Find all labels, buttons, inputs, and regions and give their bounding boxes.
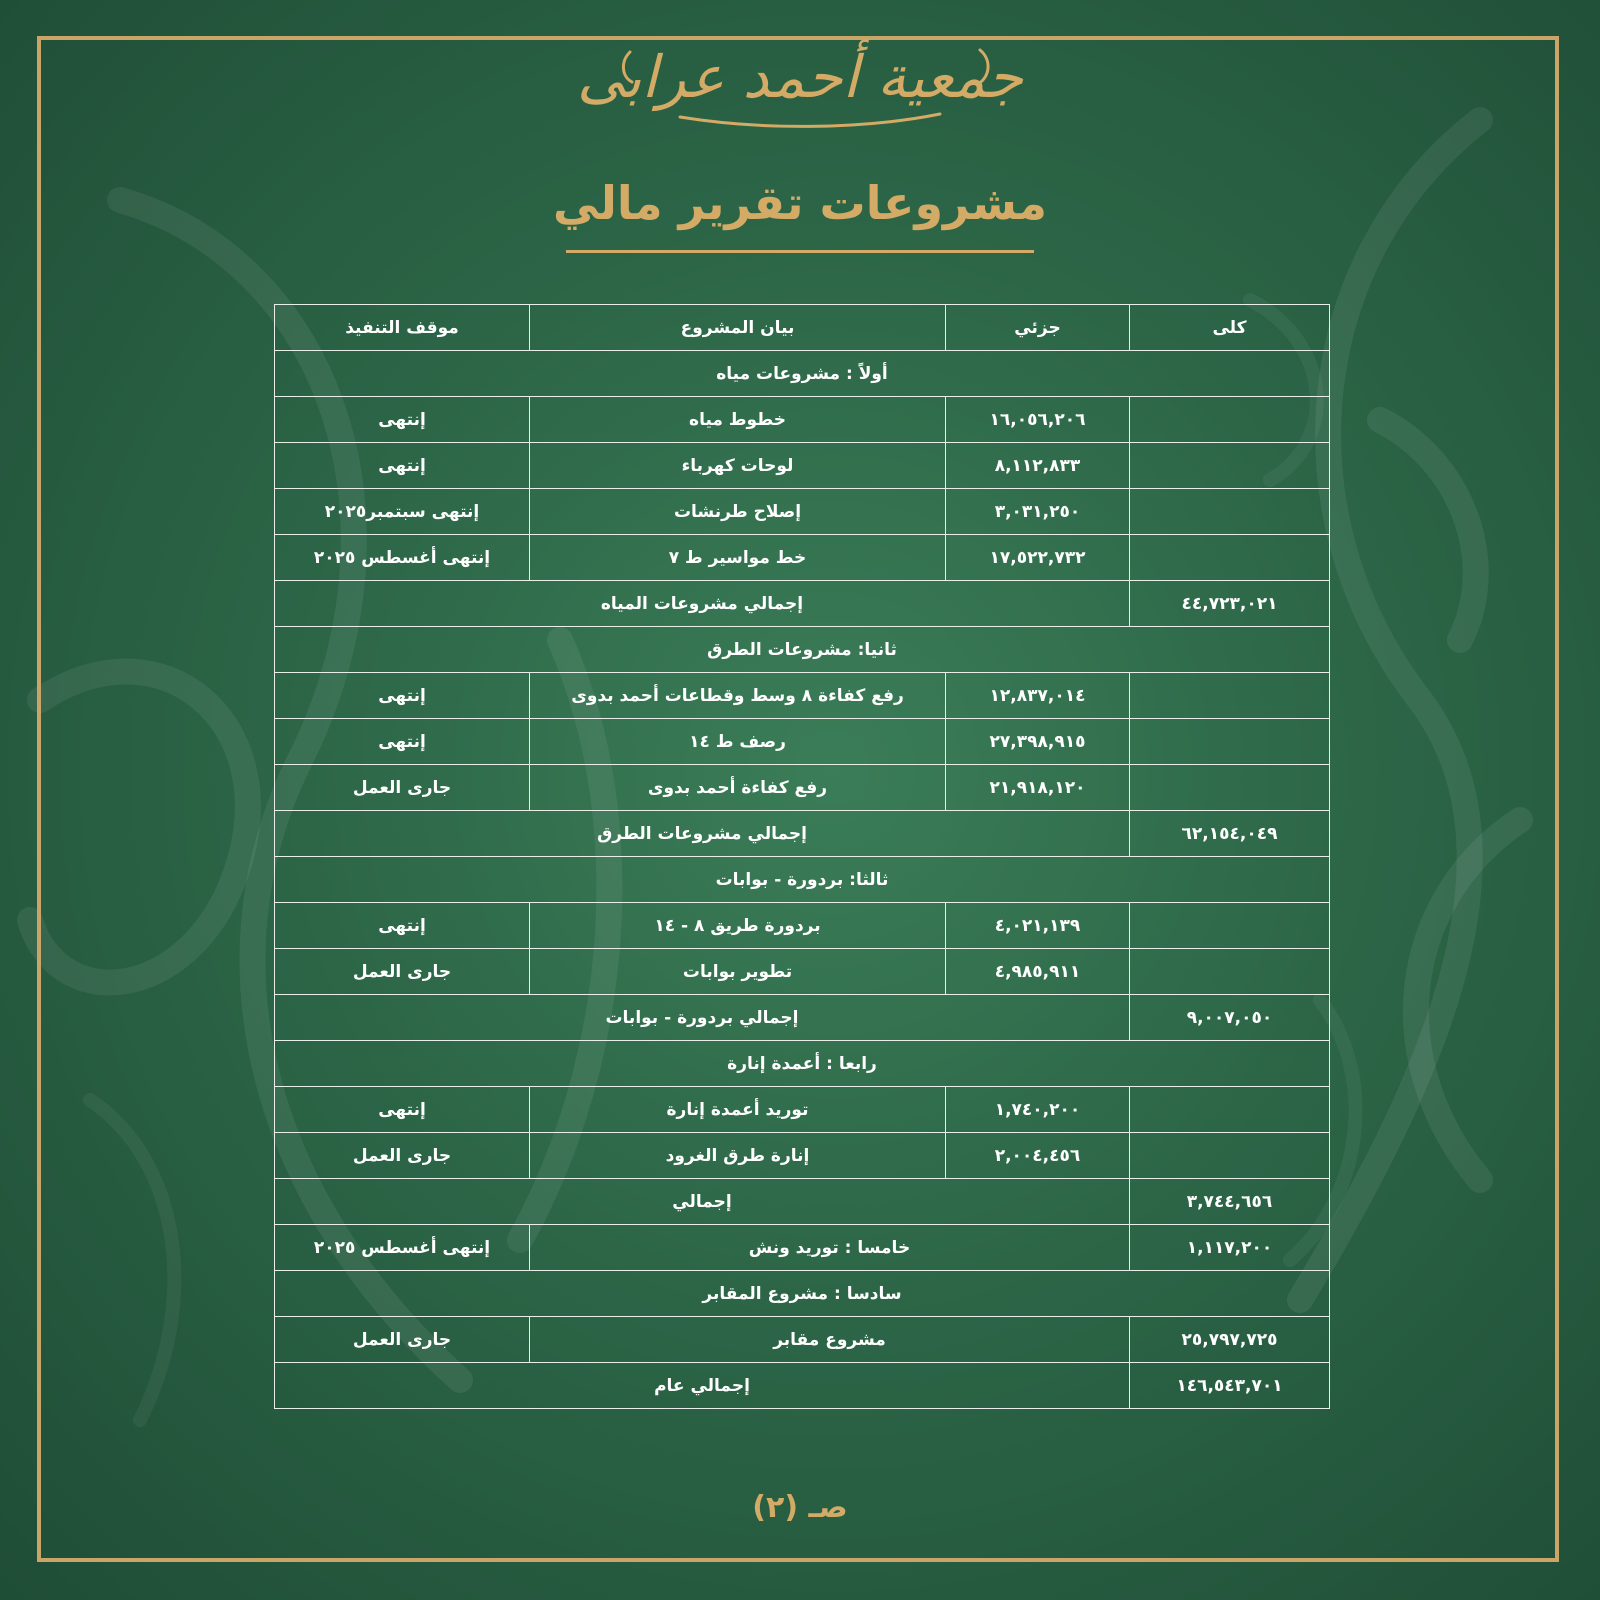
table-row (275, 535, 1330, 581)
kolli-cell-empty (1130, 903, 1330, 949)
section-heading: ثانيا: مشروعات الطرق (275, 627, 1330, 673)
association-logo (560, 22, 1040, 132)
project-description: إنارة طرق الغرود (530, 1133, 946, 1179)
table-row (275, 673, 1330, 719)
juzi-value: ١,٧٤٠,٢٠٠ (946, 1087, 1130, 1133)
section-total-row (275, 995, 1330, 1041)
page-title: مشروعات تقرير مالي (553, 176, 1047, 230)
kolli-cell-empty (1130, 535, 1330, 581)
header-juzi: جزئي (946, 305, 1130, 351)
execution-status: جارى العمل (275, 1317, 530, 1363)
table-row (275, 949, 1330, 995)
section-total-value: ٩,٠٠٧,٠٥٠ (1130, 995, 1330, 1041)
project-description: مشروع مقابر (530, 1317, 1130, 1363)
execution-status: جارى العمل (275, 765, 530, 811)
project-description: رفع كفاءة أحمد بدوى (530, 765, 946, 811)
execution-status: إنتهى (275, 719, 530, 765)
section-heading: سادسا : مشروع المقابر (275, 1271, 1330, 1317)
execution-status: إنتهى (275, 397, 530, 443)
header-kolli: كلى (1130, 305, 1330, 351)
section-heading-row (275, 351, 1330, 397)
project-description: لوحات كهرباء (530, 443, 946, 489)
execution-status: إنتهى (275, 673, 530, 719)
execution-status: جارى العمل (275, 1133, 530, 1179)
juzi-value: ٤,٩٨٥,٩١١ (946, 949, 1130, 995)
logo-calligraphy-text: جمعية أحمد عرابى (577, 43, 1023, 111)
execution-status: إنتهى (275, 443, 530, 489)
section-total-value: ٣,٧٤٤,٦٥٦ (1130, 1179, 1330, 1225)
table-row (275, 489, 1330, 535)
table-header-row (275, 305, 1330, 351)
project-description: خط مواسير ط ٧ (530, 535, 946, 581)
header-bayan: بيان المشروع (530, 305, 946, 351)
kolli-cell-empty (1130, 1087, 1330, 1133)
grand-total-label: إجمالي عام (275, 1363, 1130, 1409)
table-row (275, 719, 1330, 765)
kolli-cell-empty (1130, 489, 1330, 535)
grand-total-row (275, 1363, 1330, 1409)
title-underline (566, 250, 1034, 253)
execution-status: إنتهى (275, 903, 530, 949)
juzi-value: ٣,٠٣١,٢٥٠ (946, 489, 1130, 535)
kolli-cell-empty (1130, 765, 1330, 811)
section-total-label: إجمالي بردورة - بوابات (275, 995, 1130, 1041)
juzi-value: ٢١,٩١٨,١٢٠ (946, 765, 1130, 811)
kolli-value: ٢٥,٧٩٧,٧٢٥ (1130, 1317, 1330, 1363)
execution-status: إنتهى أغسطس ٢٠٢٥ (275, 535, 530, 581)
financial-report-table (274, 304, 1330, 1409)
execution-status: جارى العمل (275, 949, 530, 995)
section-total-row (275, 581, 1330, 627)
table-row (275, 1133, 1330, 1179)
grand-total-value: ١٤٦,٥٤٣,٧٠١ (1130, 1363, 1330, 1409)
section-total-value: ٤٤,٧٢٣,٠٢١ (1130, 581, 1330, 627)
section-heading: ثالثا: بردورة - بوابات (275, 857, 1330, 903)
section-total-label: إجمالي مشروعات الطرق (275, 811, 1130, 857)
project-description: تطوير بوابات (530, 949, 946, 995)
project-description: رصف ط ١٤ (530, 719, 946, 765)
juzi-value: ٢٧,٣٩٨,٩١٥ (946, 719, 1130, 765)
section-total-value: ٦٢,١٥٤,٠٤٩ (1130, 811, 1330, 857)
project-description: رفع كفاءة ٨ وسط وقطاعات أحمد بدوى (530, 673, 946, 719)
section-heading: أولاً : مشروعات مياه (275, 351, 1330, 397)
header-mawqif: موقف التنفيذ (275, 305, 530, 351)
juzi-value: ٤,٠٢١,١٣٩ (946, 903, 1130, 949)
kolli-cell-empty (1130, 397, 1330, 443)
project-description: إصلاح طرنشات (530, 489, 946, 535)
table-row (275, 443, 1330, 489)
section-total-label: إجمالي (275, 1179, 1130, 1225)
kolli-cell-empty (1130, 949, 1330, 995)
page-number: صـ (٢) (752, 1490, 848, 1525)
project-description: توريد أعمدة إنارة (530, 1087, 946, 1133)
section-total-row (275, 1179, 1330, 1225)
section-total-row (275, 811, 1330, 857)
kolli-value: ١,١١٧,٢٠٠ (1130, 1225, 1330, 1271)
kolli-cell-empty (1130, 719, 1330, 765)
table-row-fifth (275, 1225, 1330, 1271)
juzi-value: ١٢,٨٣٧,٠١٤ (946, 673, 1130, 719)
project-description: خامسا : توريد ونش (530, 1225, 1130, 1271)
table-row-sixth (275, 1317, 1330, 1363)
juzi-value: ٢,٠٠٤,٤٥٦ (946, 1133, 1130, 1179)
execution-status: إنتهى (275, 1087, 530, 1133)
juzi-value: ١٦,٠٥٦,٢٠٦ (946, 397, 1130, 443)
juzi-value: ١٧,٥٢٢,٧٣٢ (946, 535, 1130, 581)
section-heading: رابعا : أعمدة إنارة (275, 1041, 1330, 1087)
table-row (275, 1087, 1330, 1133)
juzi-value: ٨,١١٢,٨٣٣ (946, 443, 1130, 489)
kolli-cell-empty (1130, 1133, 1330, 1179)
section-total-label: إجمالي مشروعات المياه (275, 581, 1130, 627)
section-heading-row (275, 857, 1330, 903)
kolli-cell-empty (1130, 673, 1330, 719)
project-description: خطوط مياه (530, 397, 946, 443)
table-row (275, 765, 1330, 811)
table-row (275, 903, 1330, 949)
kolli-cell-empty (1130, 443, 1330, 489)
section-heading-row (275, 1271, 1330, 1317)
section-heading-row (275, 1041, 1330, 1087)
table-row (275, 397, 1330, 443)
execution-status: إنتهى سبتمبر٢٠٢٥ (275, 489, 530, 535)
project-description: بردورة طريق ٨ - ١٤ (530, 903, 946, 949)
execution-status: إنتهى أغسطس ٢٠٢٥ (275, 1225, 530, 1271)
section-heading-row (275, 627, 1330, 673)
